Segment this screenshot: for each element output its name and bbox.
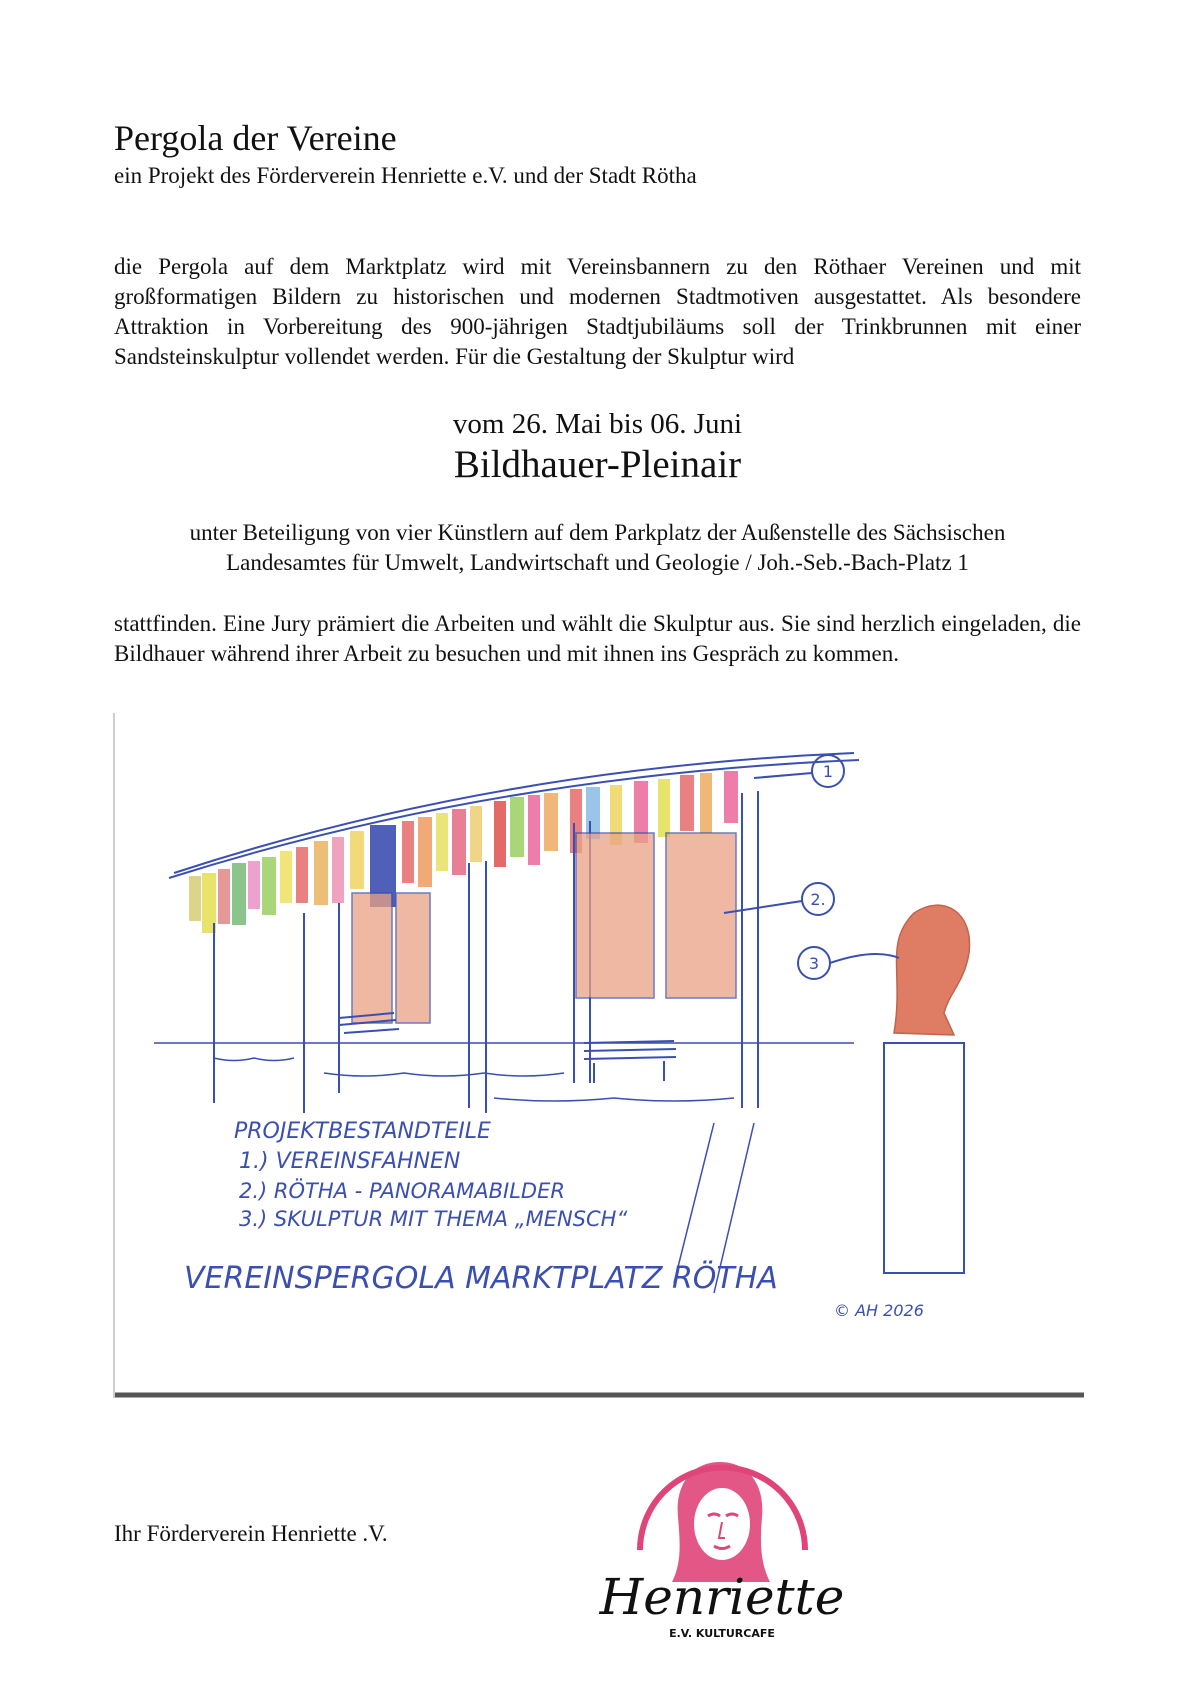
sketch-signature: © AH 2026 bbox=[834, 1301, 924, 1320]
event-location bbox=[114, 518, 1081, 578]
marker-1-label: 1 bbox=[822, 762, 834, 781]
henriette-logo bbox=[599, 1432, 845, 1652]
legend-title: PROJEKTBESTANDTEILE bbox=[234, 1119, 491, 1144]
logo-tagline: E.V. KULTURCAFE bbox=[669, 1627, 775, 1640]
page-subtitle: ein Projekt des Förderverein Henriette e.V. und der Stadt Rötha bbox=[114, 163, 697, 188]
legend-item-2: 2.) RÖTHA - PANORAMABILDER bbox=[239, 1179, 565, 1203]
page-title: Pergola der Vereine bbox=[114, 118, 397, 158]
event-dates: vom 26. Mai bis 06. Juni bbox=[452, 408, 743, 440]
event-location-line-2: Landesamtes für Umwelt, Landwirtschaft und Geologie / Joh.-Seb.-Bach-Platz 1 bbox=[226, 550, 969, 575]
legend-item-1: 1.) VEREINSFAHNEN bbox=[239, 1149, 461, 1174]
marker-2-label: 2. bbox=[810, 890, 826, 909]
outro-paragraph: stattfinden. Eine Jury prämiert die Arbeiten und wählt die Skulptur aus. Sie sind herzlich eingeladen, die Bildhauer während ihrer Arbeit zu besuchen und mit ihnen ins Gespräch zu kommen. bbox=[114, 611, 1081, 666]
intro-paragraph: die Pergola auf dem Marktplatz wird mit Vereinsbannern zu den Röthaer Vereinen und mit großformatigen Bildern zu historischen und modernen Stadtmotiven ausgestattet. Als besondere Attraktion in Vorbereitung des 900-jährigen Stadtjubiläums soll der Trinkbrunnen mit einer Sandsteinskulptur vollendet werden. Für die Gestaltung der Skulptur wird bbox=[114, 254, 1081, 369]
henriette-portrait-icon bbox=[672, 1462, 770, 1582]
sign-off: Ihr Förderverein Henriette .V. bbox=[114, 1521, 388, 1546]
sketch-caption: VEREINSPERGOLA MARKTPLATZ RÖTHA bbox=[184, 1261, 778, 1296]
event-location-line-1: unter Beteiligung von vier Künstlern auf dem Parkplatz der Außenstelle des Sächsischen bbox=[189, 520, 1006, 545]
pergola-sketch bbox=[114, 713, 1084, 1398]
event-name: Bildhauer-Pleinair bbox=[453, 443, 742, 486]
marker-3-label: 3 bbox=[808, 954, 820, 973]
legend-item-3: 3.) SKULPTUR MIT THEMA „MENSCH“ bbox=[239, 1207, 628, 1231]
logo-wordmark: Henriette bbox=[599, 1568, 845, 1626]
